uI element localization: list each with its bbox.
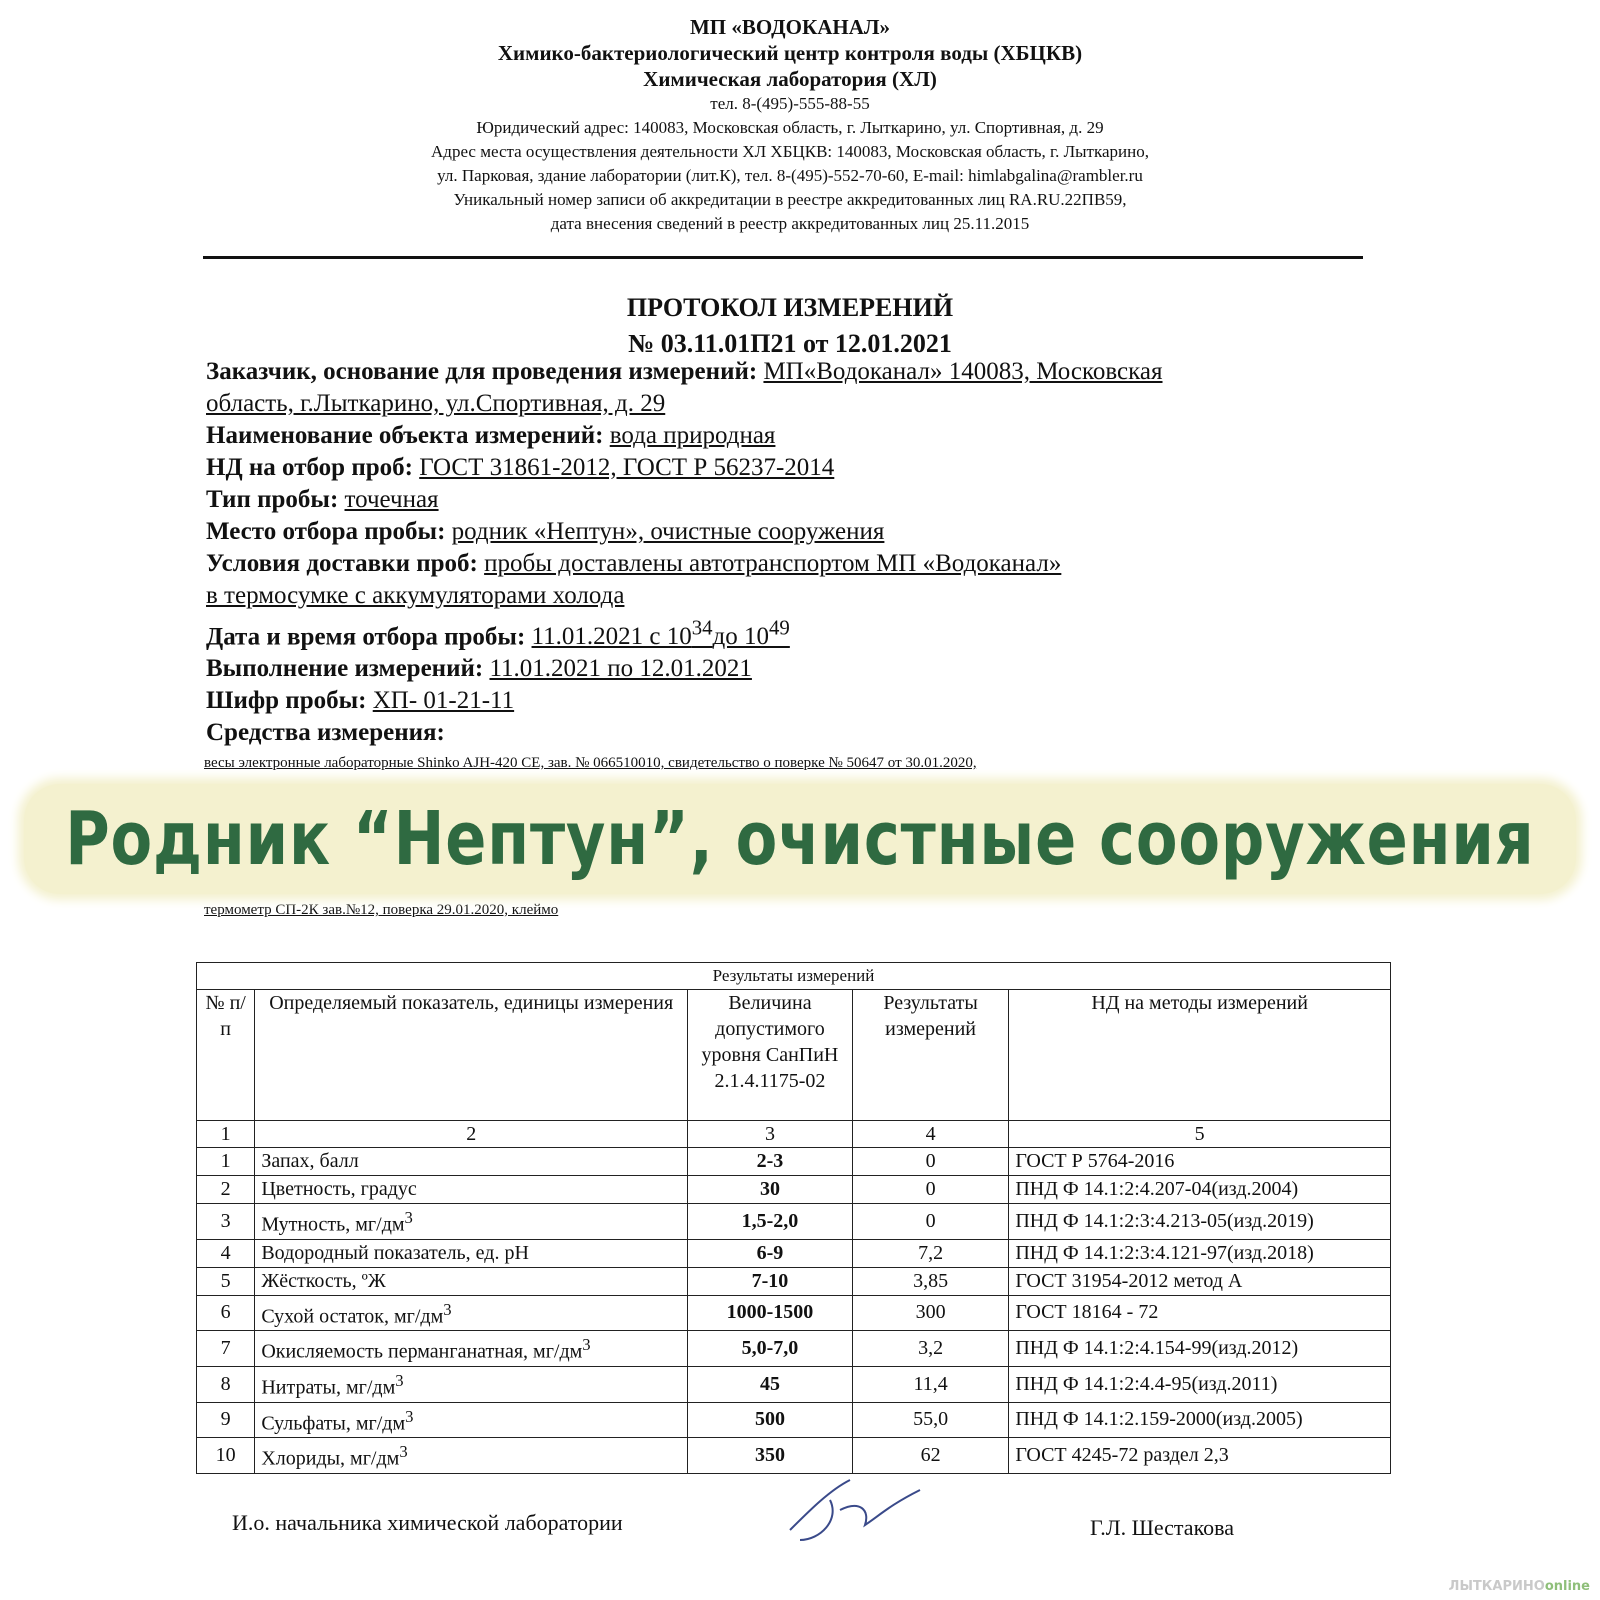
col-header-param: Определяемый показатель, единицы измерения	[255, 990, 688, 1121]
row-limit: 6-9	[688, 1239, 853, 1267]
row-parameter-text: Сульфаты, мг/дм	[261, 1412, 406, 1435]
object-label: Наименование объекта измерений:	[206, 422, 604, 449]
table-row	[197, 1239, 1391, 1267]
nd-value: ГОСТ 31861-2012, ГОСТ Р 56237-2014	[419, 454, 835, 481]
row-parameter-text: Водородный показатель, ед. рН	[261, 1241, 529, 1264]
row-number: 7	[197, 1331, 255, 1367]
row-limit: 30	[688, 1176, 853, 1204]
table-row	[197, 1148, 1391, 1176]
accreditation-date: дата внесения сведений в реестр аккредитованных лиц 25.11.2015	[550, 214, 1030, 233]
col-header-limit: Величина допустимого уровня СанПиН 2.1.4.1175-02	[688, 990, 853, 1121]
row-number: 10	[197, 1438, 255, 1474]
row-limit: 1000-1500	[688, 1295, 853, 1331]
protocol-number: № 03.11.01П21 от 12.01.2021	[628, 329, 952, 358]
nd-label: НД на отбор проб:	[206, 454, 413, 481]
row-limit: 350	[688, 1438, 853, 1474]
row-parameter	[255, 1366, 688, 1402]
code-value: ХП- 01-21-11	[372, 687, 515, 715]
table-row	[197, 1402, 1391, 1438]
row-number: 9	[197, 1402, 255, 1438]
datetime-label: Дата и время отбора пробы:	[206, 623, 526, 651]
table-row	[197, 1267, 1391, 1295]
datetime-sup-start: 34	[691, 616, 713, 640]
exec-field	[206, 653, 1326, 685]
customer-value-cont: область, г.Лыткарино, ул.Спортивная, д. 29	[206, 390, 666, 417]
code-field	[206, 685, 1326, 717]
type-label: Тип пробы:	[206, 486, 339, 513]
row-parameter-text: Цветность, градус	[261, 1178, 417, 1200]
place-value: родник «Нептун», очистные сооружения	[451, 518, 885, 545]
row-method: ГОСТ Р 5764-2016	[1009, 1148, 1391, 1176]
row-parameter-text: Запах, балл	[261, 1150, 359, 1172]
unit-superscript: 3	[405, 1406, 414, 1426]
col-number: 3	[688, 1121, 853, 1148]
signatory-position: И.о. начальника химической лаборатории	[232, 1510, 623, 1535]
instrument-scales: весы электронные лабораторные Shinko AJH-420 CE, зав. № 066510010, свидетельство о поверке № 50647 от 30.01.2020,	[204, 755, 977, 771]
title-banner	[24, 784, 1576, 894]
exec-value: 11.01.2021 по 12.01.2021	[489, 655, 752, 683]
customer-label: Заказчик, основание для проведения измерений:	[206, 358, 758, 385]
site-watermark	[1449, 1579, 1590, 1594]
table-caption: Результаты измерений	[197, 963, 1391, 990]
row-parameter-text: Нитраты, мг/дм	[261, 1376, 396, 1399]
row-limit: 500	[688, 1402, 853, 1438]
watermark-part2: online	[1544, 1579, 1590, 1594]
center-name: Химико-бактериологический центр контроля воды (ХБЦКВ)	[497, 41, 1083, 65]
row-limit: 5,0-7,0	[688, 1331, 853, 1367]
row-result: 3,85	[852, 1267, 1009, 1295]
phone-line: тел. 8-(495)-555-88-55	[710, 94, 870, 113]
row-result: 7,2	[852, 1239, 1009, 1267]
table-row	[197, 1295, 1391, 1331]
row-parameter-text: Жёсткость, ºЖ	[261, 1269, 386, 1292]
table-row	[197, 1176, 1391, 1204]
row-number: 8	[197, 1366, 255, 1402]
object-field	[206, 420, 1326, 452]
delivery-label: Условия доставки проб:	[206, 550, 478, 577]
row-parameter-text: Окисляемость перманганатная, мг/дм	[261, 1340, 583, 1363]
row-number: 5	[197, 1267, 255, 1295]
row-method: ГОСТ 18164 - 72	[1009, 1295, 1391, 1331]
org-name: МП «ВОДОКАНАЛ»	[689, 15, 891, 39]
row-method: ПНД Ф 14.1:2:4.154-99(изд.2012)	[1009, 1331, 1391, 1367]
row-result: 0	[852, 1176, 1009, 1204]
datetime-sup-end: 49	[769, 616, 790, 640]
protocol-title-line: ПРОТОКОЛ ИЗМЕРЕНИЙ	[626, 293, 954, 322]
results-table	[196, 962, 1391, 1474]
row-parameter	[255, 1402, 688, 1438]
table-row	[197, 1204, 1391, 1240]
datetime-date: 11.01.2021 с 10	[531, 623, 692, 651]
delivery-value-cont: в термосумке с аккумуляторами холода	[206, 582, 625, 609]
unit-superscript: 3	[399, 1442, 408, 1462]
row-number: 1	[197, 1148, 255, 1176]
place-field	[206, 516, 1326, 548]
row-result: 0	[852, 1148, 1009, 1176]
row-method: ПНД Ф 14.1:2.159-2000(изд.2005)	[1009, 1402, 1391, 1438]
row-method: ПНД Ф 14.1:2:4.207-04(изд.2004)	[1009, 1176, 1391, 1204]
delivery-value: пробы доставлены автотранспортом МП «Водоканал»	[484, 550, 1062, 577]
row-number: 4	[197, 1239, 255, 1267]
signer-name: Г.Л. Шестакова	[1090, 1515, 1235, 1540]
table-row	[197, 1331, 1391, 1367]
row-parameter	[255, 1148, 688, 1176]
row-parameter-text: Хлориды, мг/дм	[261, 1447, 400, 1470]
row-parameter	[255, 1176, 688, 1204]
activity-address-cont: ул. Парковая, здание лаборатории (лит.К), тел. 8-(495)-552-70-60, E-mail: himlabgalina@rambler.ru	[437, 166, 1143, 185]
row-result: 62	[852, 1438, 1009, 1474]
col-number: 1	[197, 1121, 255, 1148]
row-limit: 45	[688, 1366, 853, 1402]
col-number: 5	[1009, 1121, 1391, 1148]
unit-superscript: 3	[404, 1208, 413, 1227]
row-method: ПНД Ф 14.1:2:3:4.213-05(изд.2019)	[1009, 1204, 1391, 1240]
type-value: точечная	[344, 486, 439, 513]
unit-superscript: 3	[582, 1335, 591, 1355]
watermark-part1: ЛЫТКАРИНО	[1448, 1579, 1545, 1594]
table-row	[197, 1438, 1391, 1474]
row-method: ГОСТ 4245-72 раздел 2,3	[1009, 1438, 1391, 1474]
unit-superscript: 3	[395, 1370, 404, 1390]
row-limit: 2-3	[688, 1148, 853, 1176]
protocol-fields	[206, 356, 1326, 749]
row-result: 300	[852, 1295, 1009, 1331]
row-number: 3	[197, 1204, 255, 1240]
col-header-result: Результаты измерений	[852, 990, 1009, 1121]
customer-value: МП«Водоканал» 140083, Московская	[763, 358, 1163, 385]
banner-text: Родник “Нептун”, очистные сооружения	[65, 796, 1535, 882]
row-method: ПНД Ф 14.1:2:4.4-95(изд.2011)	[1009, 1366, 1391, 1402]
row-limit: 7-10	[688, 1267, 853, 1295]
datetime-field	[206, 612, 1326, 653]
lab-name: Химическая лаборатория (ХЛ)	[643, 67, 937, 91]
row-parameter-text: Мутность, мг/дм	[261, 1213, 405, 1236]
row-parameter	[255, 1295, 688, 1331]
row-parameter	[255, 1267, 688, 1295]
row-result: 3,2	[852, 1331, 1009, 1367]
row-number: 2	[197, 1176, 255, 1204]
object-value: вода природная	[609, 422, 776, 449]
unit-superscript: 3	[443, 1299, 452, 1319]
row-parameter	[255, 1239, 688, 1267]
row-parameter	[255, 1204, 688, 1240]
activity-address: Адрес места осуществления деятельности ХЛ ХБЦКВ: 140083, Московская область, г. Лыткарино,	[431, 142, 1149, 161]
instrument-thermometer: термометр СП-2К зав.№12, поверка 29.01.2020, клеймо	[204, 902, 559, 918]
code-label: Шифр пробы:	[206, 687, 367, 715]
col-header-num: № п/п	[197, 990, 255, 1121]
col-header-method: НД на методы измерений	[1009, 990, 1391, 1121]
results-body	[197, 1148, 1391, 1474]
row-parameter-text: Сухой остаток, мг/дм	[261, 1305, 444, 1328]
row-method: ПНД Ф 14.1:2:3:4.121-97(изд.2018)	[1009, 1239, 1391, 1267]
document-header	[160, 14, 1420, 236]
instruments-label: Средства измерения:	[206, 719, 445, 747]
type-field	[206, 484, 1326, 516]
legal-address: Юридический адрес: 140083, Московская область, г. Лыткарино, ул. Спортивная, д. 29	[476, 118, 1104, 137]
place-label: Место отбора пробы:	[206, 518, 446, 545]
row-parameter	[255, 1438, 688, 1474]
row-method: ГОСТ 31954-2012 метод А	[1009, 1267, 1391, 1295]
instruments-list	[204, 752, 1334, 774]
protocol-title	[160, 290, 1420, 362]
customer-field	[206, 356, 1326, 420]
row-result: 11,4	[852, 1366, 1009, 1402]
col-number: 2	[255, 1121, 688, 1148]
datetime-to: до 10	[712, 623, 770, 651]
row-result: 55,0	[852, 1402, 1009, 1438]
row-number: 6	[197, 1295, 255, 1331]
nd-field	[206, 452, 1326, 484]
delivery-field	[206, 548, 1326, 612]
row-limit: 1,5-2,0	[688, 1204, 853, 1240]
row-result: 0	[852, 1204, 1009, 1240]
accreditation-number: Уникальный номер записи об аккредитации в реестре аккредитованных лиц RA.RU.22ПВ59,	[453, 190, 1127, 209]
exec-label: Выполнение измерений:	[206, 655, 484, 683]
instruments-field	[206, 717, 1326, 749]
col-number: 4	[852, 1121, 1009, 1148]
datetime-value	[531, 616, 790, 651]
header-divider	[203, 256, 1363, 259]
table-row	[197, 1366, 1391, 1402]
signature-mark	[770, 1470, 940, 1550]
row-parameter	[255, 1331, 688, 1367]
